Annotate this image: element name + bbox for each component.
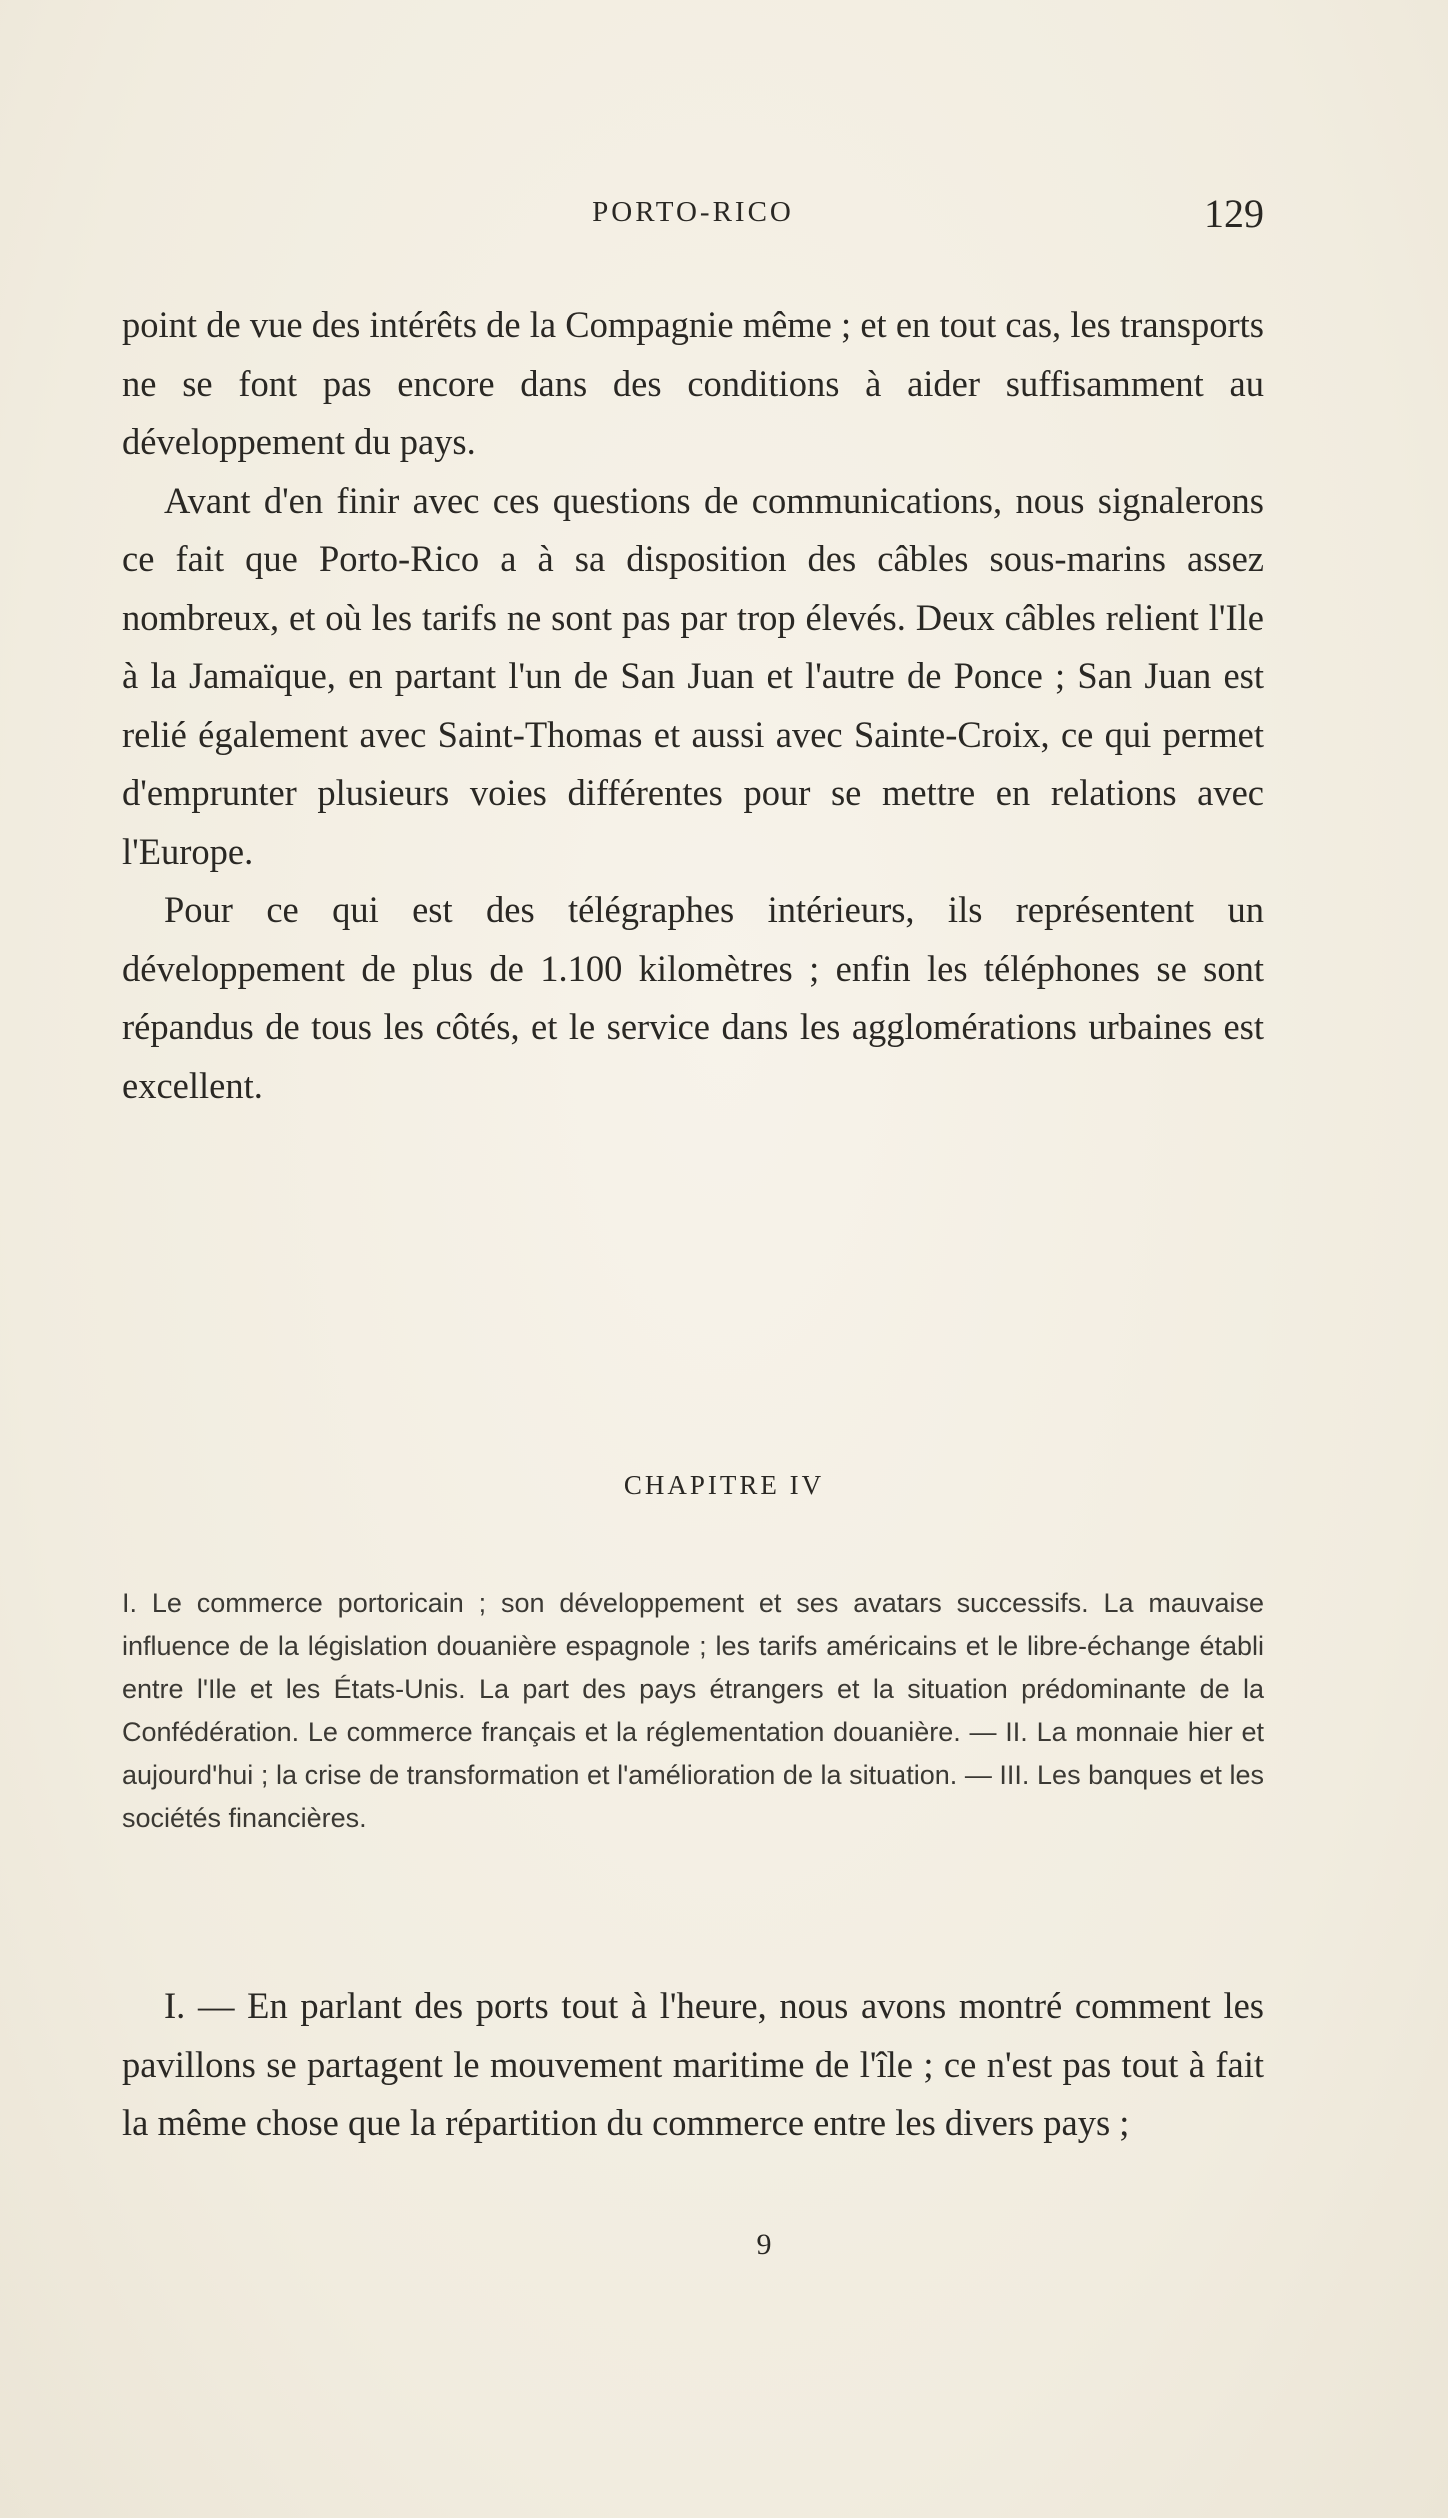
running-title: PORTO-RICO [592, 196, 794, 228]
chapter-opening-paragraph: I. — En parlant des ports tout à l'heure, nous avons montré comment les pavillons se partagent le mouvement maritime de l'île ; ce n'est pas tout à fait la même chose que la répartition du commerce entre les divers pays ; [122, 1985, 1264, 2143]
body-text [122, 296, 1264, 1115]
paragraph-cables: Avant d'en finir avec ces questions de communications, nous signalerons ce fait que Porto-Rico a à sa disposition des câbles sous-marins assez nombreux, et où les tarifs ne sont pas par trop élevés. Deux câbles relient l'Ile à la Jamaïque, en partant l'un de San Juan et l'autre de Ponce ; San Juan est relié également avec Saint-Thomas et aussi avec Sainte-Croix, ce qui permet d'emprunter plusieurs voies différentes pour se mettre en relations avec l'Europe. [122, 479, 1264, 872]
chapter-heading: CHAPITRE IV [623, 1470, 825, 1500]
paragraph-continuation: point de vue des intérêts de la Compagnie même ; et en tout cas, les transports ne se font pas encore dans des conditions à aider suffisamment au développement du pays. [122, 304, 1264, 462]
page-header [122, 191, 1264, 246]
chapter-body [122, 1977, 1264, 2153]
page-number: 129 [1204, 191, 1264, 236]
chapter-summary: I. Le commerce portoricain ; son développement et ses avatars successifs. La mauvaise influence de la législation douanière espagnole ; les tarifs américains et le libre-échange établi entre l'Ile et les États-Unis. La part des pays étrangers et la situation prédominante de la Confédération. Le commerce français et la réglementation douanière. — II. La monnaie hier et aujourd'hui ; la crise de transformation et l'amélioration de la situation. — III. Les banques et les sociétés financières. [122, 1588, 1264, 1833]
paragraph-telegraphs: Pour ce qui est des télégraphes intérieurs, ils représentent un développement de plus de 1.100 kilomètres ; enfin les téléphones se sont répandus de tous les côtés, et le service dans les agglomérations urbaines est excellent. [122, 889, 1264, 1106]
signature-mark: 9 [756, 2228, 772, 2261]
